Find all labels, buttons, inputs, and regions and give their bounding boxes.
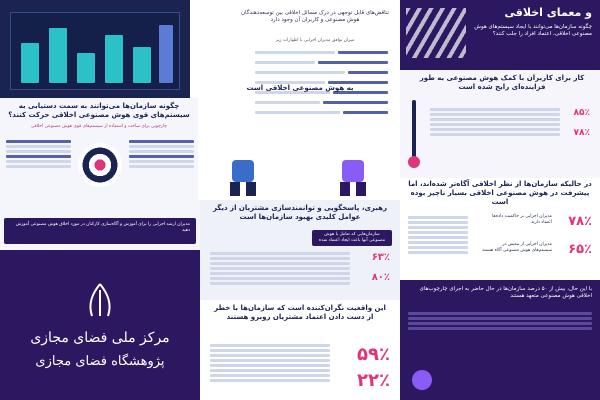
- chart-bar: [49, 28, 67, 83]
- chart-bar: [21, 43, 39, 83]
- framework-caption: چارچوبی برای ساخت و استفاده از سیستم‌های قوی هوش مصنوعی اخلاقی: [30, 124, 168, 129]
- bottom-center-stat-a: ۵۹٪: [357, 344, 390, 365]
- chart-bar: [105, 35, 123, 83]
- chart-bar: [159, 25, 173, 83]
- thermometer-icon: [408, 100, 420, 170]
- middle-right-stat-b: ۶۵٪: [568, 242, 592, 257]
- right-stat-2: ۷۸٪: [573, 128, 590, 138]
- middle-center-text: [210, 250, 350, 287]
- middle-center-stat-2: ۸۰٪: [371, 272, 390, 283]
- middle-right-stat-a: ۷۸٪: [568, 214, 592, 229]
- top-center-chart-caption: میزان توافق مدیران اجرایی با اظهارات زیر: [275, 38, 355, 43]
- logo-line2: پژوهشگاه فضای مجازی: [35, 354, 165, 369]
- bottom-center-title: این واقعیت نگران‌کننده است که سازمان‌ها با خطر از دست دادن اعتماد مشتریان روبرو هستند: [214, 304, 386, 322]
- chart-bar: [77, 53, 95, 83]
- middle-center-title: رهبری، پاسخگویی و توانمندسازی مشتریان از دیگر عوامل کلیدی بهبود سازمان‌ها است: [212, 204, 388, 222]
- top-center-subtitle: تناقض‌های قابل توجهی در درک مسائل اخلاقی بین توسعه‌دهندگان هوش مصنوعی و کاربران آن وجود دارد: [241, 10, 389, 24]
- framework-text-right: [129, 138, 194, 170]
- right-stats-text: کار برای کاربران با کمک هوش مصنوعی به طور فزاینده‌ای رایج شده است: [419, 74, 585, 92]
- bottom-center-text: [210, 342, 330, 384]
- panel-framework: [0, 98, 200, 250]
- middle-right-stat-a-text: مدیران اجرایی بر حاکمیت داده‌ها اعتقاد دارند: [492, 214, 552, 225]
- panel-bottom-center: [200, 300, 400, 400]
- middle-center-stat-1: ۶۳٪: [371, 252, 390, 263]
- framework-footer-text: مدیران ارشد اجرایی را برای آموزش و آگاه‌سازی کارکنان در مورد اخلاق هوش مصنوعی آموزش دهید: [15, 222, 190, 233]
- middle-right-text: [408, 214, 468, 256]
- panel-right-stats: [400, 70, 600, 178]
- bottom-center-stat-b: ۲۲٪: [357, 370, 390, 391]
- panel-illustration: [198, 160, 398, 200]
- middle-center-badge: [312, 230, 392, 246]
- middle-center-badge-text: سازمان‌هایی که تعامل با هوش مصنوعی آنها باعث ایجاد اعتماد شده: [318, 232, 386, 243]
- framework-footer: [4, 218, 196, 244]
- top-center-bars: [218, 46, 388, 119]
- panel-top-right: [400, 0, 600, 70]
- person-illustration-2: [328, 160, 378, 198]
- person-illustration: [218, 160, 268, 198]
- framework-text-left: [6, 138, 71, 170]
- right-stat-1: ۸۵٪: [573, 108, 590, 118]
- top-center-title: به هوش مصنوعی اخلاقی است: [246, 84, 354, 92]
- target-icon: [78, 143, 122, 187]
- top-right-question: چگونه سازمان‌ها می‌توانند با ایجاد سیستم‌های هوش مصنوعی اخلاقی، اعتماد افراد را جلب کنند؟: [474, 24, 592, 38]
- logo-line1: مرکز ملی فضای مجازی: [30, 330, 170, 346]
- right-stats-text-lines: [430, 106, 560, 138]
- panel-bottom-right: [400, 280, 600, 400]
- middle-right-stat-b-text: مدیران اجرایی از تبعیض در سیستم‌های هوش مصنوعی آگاه هستند: [482, 242, 552, 253]
- bottom-right-lines: [408, 310, 592, 332]
- chart-bar: [133, 47, 151, 83]
- bottom-right-text: با این حال، بیش از ۵۰ درصد سازمان‌ها در حال حاضر به اجرای چارچوب‌های اخلاقی هوش مصنوعی متعهد هستند: [419, 286, 592, 300]
- top-right-title: و معمای اخلاقی: [504, 6, 592, 19]
- badge-icon: [412, 370, 432, 390]
- panel-top-center: [198, 0, 398, 160]
- middle-right-title: در حالیکه سازمان‌ها از نظر اخلاقی آگاه‌تر شده‌اند، اما پیشرفت در هوش مصنوعی اخلاقی بسیار ناچیز بوده است: [408, 180, 592, 207]
- panel-top-left-chart: [0, 0, 190, 98]
- chart-frame: [10, 12, 180, 90]
- panel-middle-right: [400, 178, 600, 280]
- panel-logo: [0, 250, 200, 400]
- panel-middle-center: [200, 200, 400, 300]
- emblem-icon: [70, 280, 130, 320]
- framework-title: چگونه سازمان‌ها می‌توانند به سمت دستیابی به سیستم‌های قوی هوش مصنوعی اخلاقی حرکت کنند؟: [8, 102, 190, 120]
- crosswalk-decoration: [406, 8, 466, 58]
